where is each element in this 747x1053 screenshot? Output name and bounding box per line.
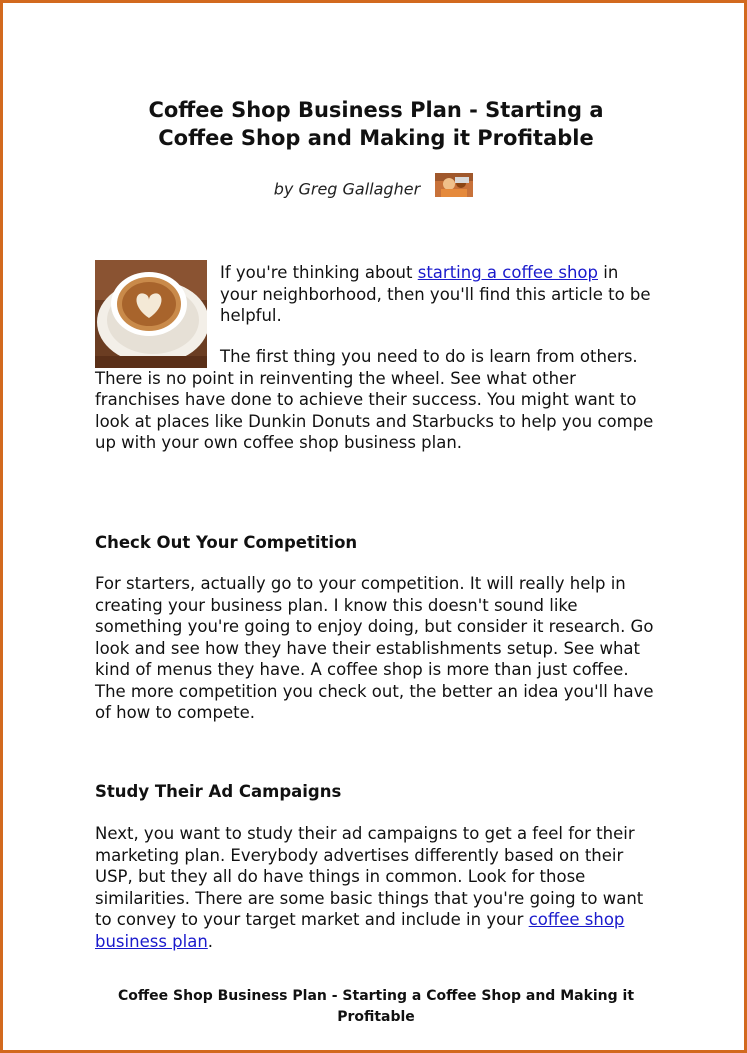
byline: [3, 177, 744, 201]
author-photo: [435, 173, 473, 197]
intro-paragraph-2-text: The first thing you need to do is learn from others. There is no point in reinventing the wheel. See what other franchises have done to achieve their success. You might want to look at places like Dunkin Donuts and Starbucks to help you compe up with your own coffee shop business plan.: [95, 347, 654, 452]
ad-campaigns-heading: Study Their Ad Campaigns: [95, 782, 342, 801]
ad-campaigns-paragraph: [95, 823, 660, 952]
document-title: [63, 96, 689, 152]
title-line-2: Coffee Shop and Making it Profitable: [158, 126, 594, 150]
ad-campaigns-text-end: .: [207, 931, 214, 951]
document-page: [3, 3, 744, 1050]
footer-line-1: Coffee Shop Business Plan - Starting a Coffee Shop and Making it: [117, 988, 635, 1004]
intro-paragraph-1: [220, 262, 660, 327]
competition-paragraph: For starters, actually go to your competition. It will really help in creating your business plan. I know this doesn't sound like something you're going to enjoy doing, but consider it research. Go look and see how they have their establishments setup. See what kind of menus they have. A coffee shop is more than just coffee. The more competition you check out, the better an idea you'll have of how to compete.: [95, 574, 654, 722]
author-name: by Greg Gallagher: [273, 179, 421, 199]
intro-text-end: in your neighborhood, then you'll find this article to be helpful.: [220, 263, 651, 325]
title-line-1: Coffee Shop Business Plan - Starting a: [148, 98, 604, 122]
coffee-shop-business-plan-link[interactable]: coffee shop business plan: [95, 910, 625, 951]
page-footer: [83, 986, 669, 1028]
footer-line-2: Profitable: [337, 1009, 415, 1025]
intro-paragraph-2: [95, 346, 660, 454]
starting-coffee-shop-link[interactable]: starting a coffee shop: [417, 263, 598, 282]
competition-heading: Check Out Your Competition: [95, 533, 358, 552]
intro-text-start: If you're thinking about: [220, 263, 418, 282]
ad-campaigns-text: Next, you want to study their ad campaigns to get a feel for their marketing plan. Everybody advertises differently based on their USP, but they all do have things in common. Look for those similarities. There are some basic things that you're going to want to convey to your target market and include in your: [95, 824, 644, 929]
